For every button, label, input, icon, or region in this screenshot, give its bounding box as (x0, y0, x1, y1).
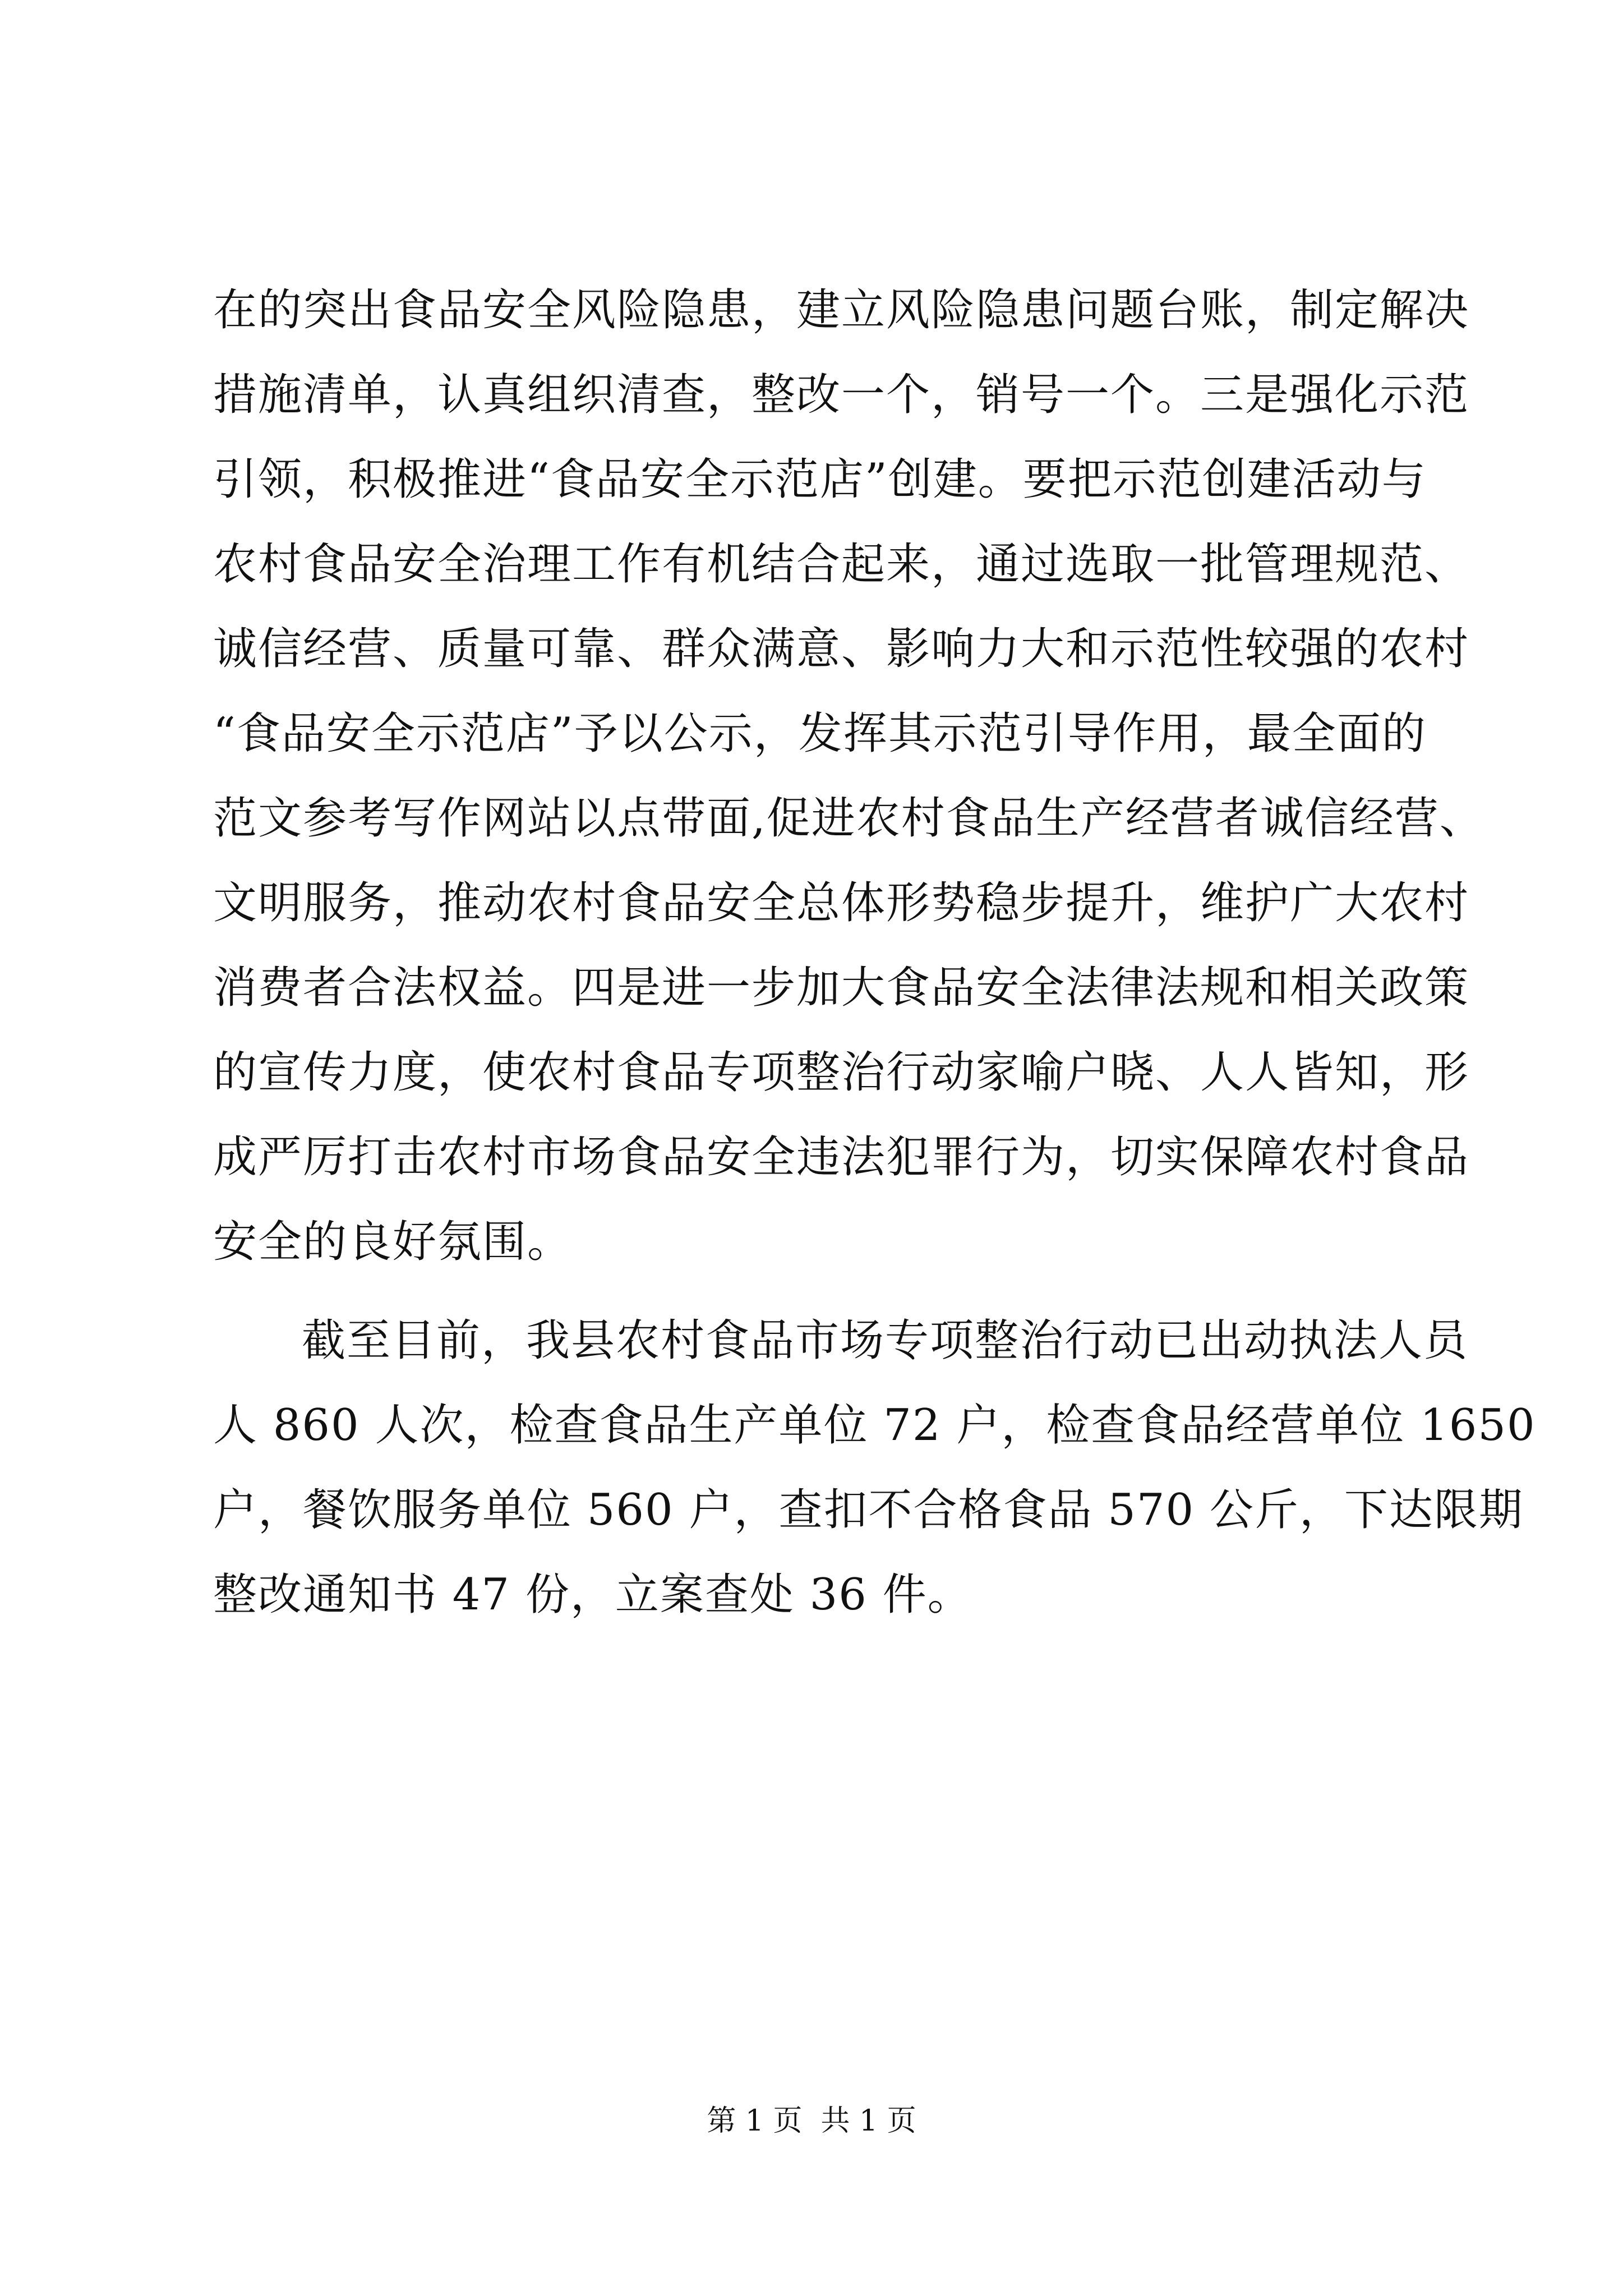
page-number-footer: 第 1 页 共 1 页 (707, 2104, 916, 2138)
paragraph-line: 的宣传力度，使农村食品专项整治行动家喻户晓、人人皆知，形 (213, 1047, 1470, 1098)
paragraph-line: 整改通知书 47 份，立案查处 36 件。 (213, 1570, 972, 1620)
paragraph-line: 人 860 人次，检查食品生产单位 72 户，检查食品经营单位 1650 (213, 1400, 1536, 1451)
paragraph-line: 成严厉打击农村市场食品安全违法犯罪行为，切实保障农村食品 (213, 1132, 1470, 1182)
paragraph-gap (213, 1285, 1424, 1299)
paragraph-line: 文明服务，推动农村食品安全总体形势稳步提升，维护广大农村 (213, 878, 1470, 928)
document-body (213, 268, 1536, 1637)
paragraph-2 (213, 1299, 1536, 1637)
paragraph-line: 截至目前，我县农村食品市场专项整治行动已出动执法人员 (302, 1315, 1469, 1366)
paragraph-line: 在的突出食品安全风险隐患，建立风险隐患问题台账，制定解决 (213, 285, 1470, 335)
paragraph-line: 引领，积极推进“食品安全示范店”创建。要把示范创建活动与 (213, 454, 1427, 505)
paragraph-line: 户，餐饮服务单位 560 户，查扣不合格食品 570 公斤，下达限期 (213, 1485, 1524, 1535)
paragraph-line: 诚信经营、质量可靠、群众满意、影响力大和示范性较强的农村 (213, 624, 1470, 674)
paragraph-line: 安全的良好氛围。 (213, 1217, 573, 1267)
paragraph-line: 农村食品安全治理工作有机结合起来，通过选取一批管理规范、 (213, 539, 1470, 590)
paragraph-line: “食品安全示范店”予以公示，发挥其示范引导作用，最全面的 (213, 708, 1427, 759)
paragraph-line: 措施清单，认真组织清查，整改一个，销号一个。三是强化示范 (213, 370, 1470, 420)
paragraph-1 (213, 268, 1484, 1285)
paragraph-line: 范文参考写作网站以点带面,促进农村食品生产经营者诚信经营、 (213, 793, 1484, 844)
paragraph-line: 消费者合法权益。四是进一步加大食品安全法律法规和相关政策 (213, 963, 1470, 1013)
